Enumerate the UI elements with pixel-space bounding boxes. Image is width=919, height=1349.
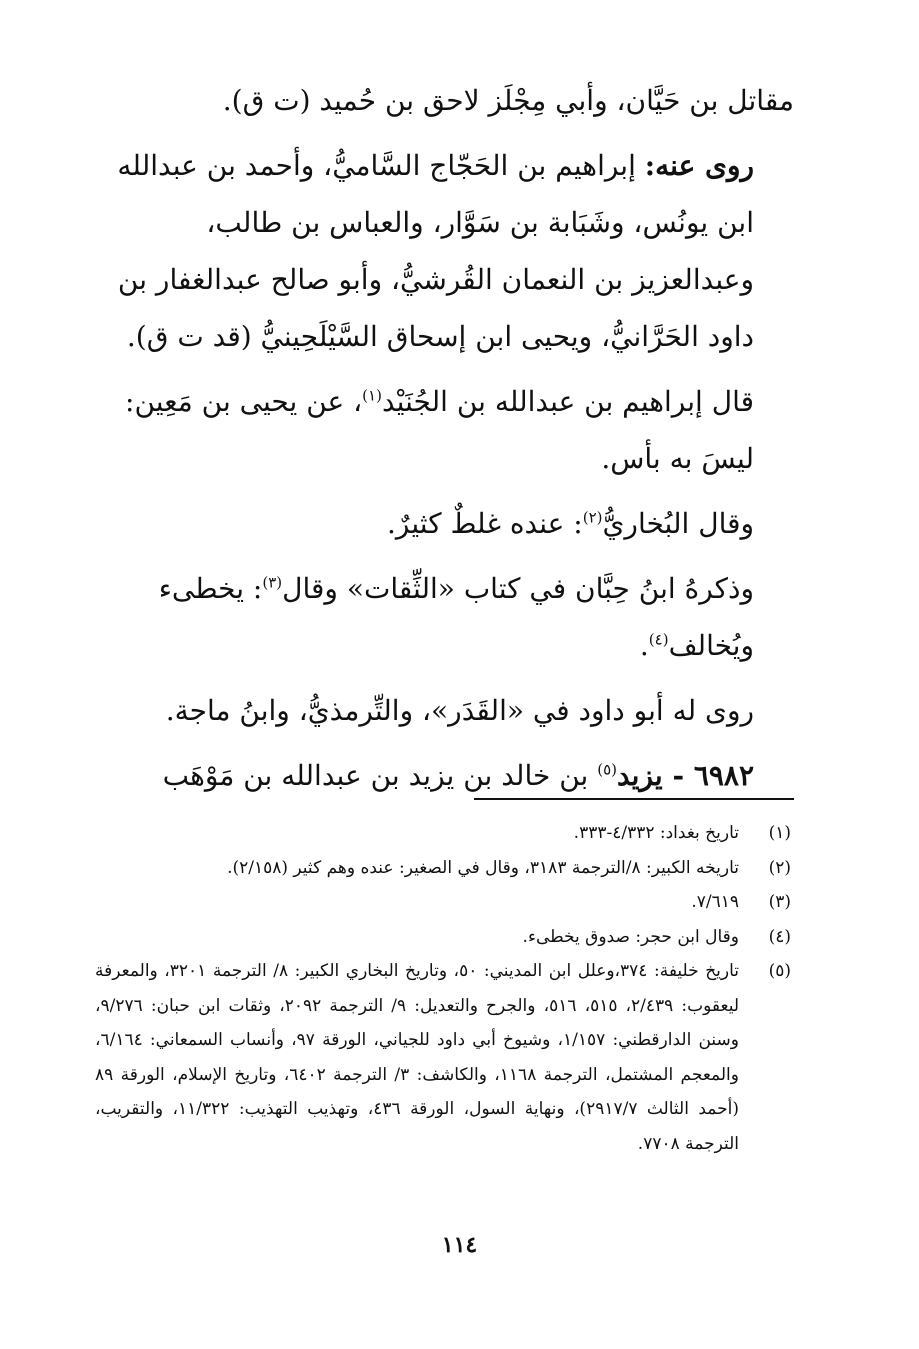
footnote-text: تاريخ خليفة: ٣٧٤،وعلل ابن المديني: ٥٠، وتاريخ البخاري الكبير: ٨/ الترجمة ٣٢٠١، والمعرفة ليعقوب: ٢/٤٣٩، ٥١٥، ٥١٦، والجرح والتعديل: ٩/ الترجمة ٢٠٩٢، وثقات ابن حبان: ٩/٢٧٦، وسنن الدارقطني: ١/١٥٧، وشيوخ أبي داود للجياني، الورقة ٩٧، وأنساب السمعاني: ٦/١٦٤، والمعجم المشتمل، الترجمة ١١٦٨، والكاشف: ٣/ الترجمة ٦٤٠٢، وتاريخ الإسلام، الورقة ٨٩ (أحمد الثالث ٢٩١٧/٧)، ونهاية السول، الورقة ٤٣٦، وتهذيب التهذيب: ١١/٣٢٢، والتقريب، الترجمة ٧٧٠٨. [95, 961, 740, 1154]
footnote-item [95, 851, 791, 886]
footnote-item [95, 816, 791, 851]
p5-text-b: : يخطىء ويُخالف [158, 572, 754, 662]
paragraph-entry-6982 [95, 747, 794, 804]
paragraph-ibn-junayd [95, 373, 794, 487]
footnote-number: (٣) [768, 892, 791, 912]
p6-text: روى له أبو داود في «القَدَر»، والتِّرمذيُّ، وابنُ ماجة. [165, 694, 754, 727]
footnotes [95, 816, 791, 1161]
footnote-ref-3: (٣) [262, 573, 283, 592]
p4-text-b: : عنده غلطٌ كثيرٌ. [387, 507, 583, 540]
footnote-number: (١) [768, 823, 791, 843]
footnote-separator [474, 798, 794, 800]
footnote-item [95, 885, 791, 920]
p3-text-b: ، عن يحيى بن مَعِين: ليسَ به بأس. [125, 385, 754, 475]
footnote-item [95, 920, 791, 955]
paragraph-1 [95, 72, 794, 129]
footnote-number: (٥) [768, 961, 791, 981]
footnote-text: تاريخه الكبير: ٨/الترجمة ٣١٨٣، وقال في الصغير: عنده وهم كثير (٢/١٥٨). [227, 857, 739, 878]
entry-number: ٦٩٨٢ - يزيد [616, 759, 754, 792]
rawa-label: روى عنه: [644, 149, 754, 182]
footnote-ref-5: (٥) [597, 760, 617, 779]
paragraph-rawa [95, 137, 794, 365]
p4-text-a: وقال البُخاريُّ [602, 507, 754, 540]
footnote-text: ٧/٦١٩. [691, 892, 739, 912]
footnote-ref-1: (١) [362, 386, 382, 405]
footnote-number: (٢) [768, 857, 791, 878]
p7-text-b: بن خالد بن يزيد بن عبدالله بن مَوْهَب [162, 759, 598, 792]
footnote-text: تاريخ بغداد: ٤/٣٣٢-٣٣٣. [573, 823, 739, 843]
footnote-item [95, 954, 791, 1161]
page-number: ١١٤ [441, 1232, 478, 1258]
paragraph-ibn-hibban [95, 560, 794, 674]
rawa-text: إبراهيم بن الحَجّاج السَّاميُّ، وأحمد بن عبدالله ابن يونُس، وشَبَابة بن سَوَّار، والعباس بن طالب، وعبدالعزيز بن النعمان القُرشيُّ، وأبو صالح عبدالغفار بن داود الحَرَّانيُّ، ويحيى ابن إسحاق السَّيْلَحِينيُّ (قد ت ق). [117, 149, 754, 353]
footnote-text: وقال ابن حجر: صدوق يخطىء. [522, 926, 739, 947]
p5-text-a: وذكرهُ ابنُ حِبَّان في كتاب «الثِّقات» وقال [282, 572, 754, 605]
footnote-number: (٤) [768, 926, 791, 947]
p5-text-c: . [639, 629, 649, 662]
line-1-text: مقاتل بن حَيَّان، وأبي مِجْلَز لاحق بن حُميد (ت ق). [222, 84, 794, 117]
p3-text-a: قال إبراهيم بن عبدالله بن الجُنَيْد [381, 385, 754, 418]
paragraph-riwaya [95, 682, 794, 739]
paragraph-bukhari [95, 495, 794, 552]
footnote-ref-2: (٢) [582, 508, 603, 527]
main-text [95, 72, 794, 804]
footnote-ref-4: (٤) [648, 630, 669, 649]
